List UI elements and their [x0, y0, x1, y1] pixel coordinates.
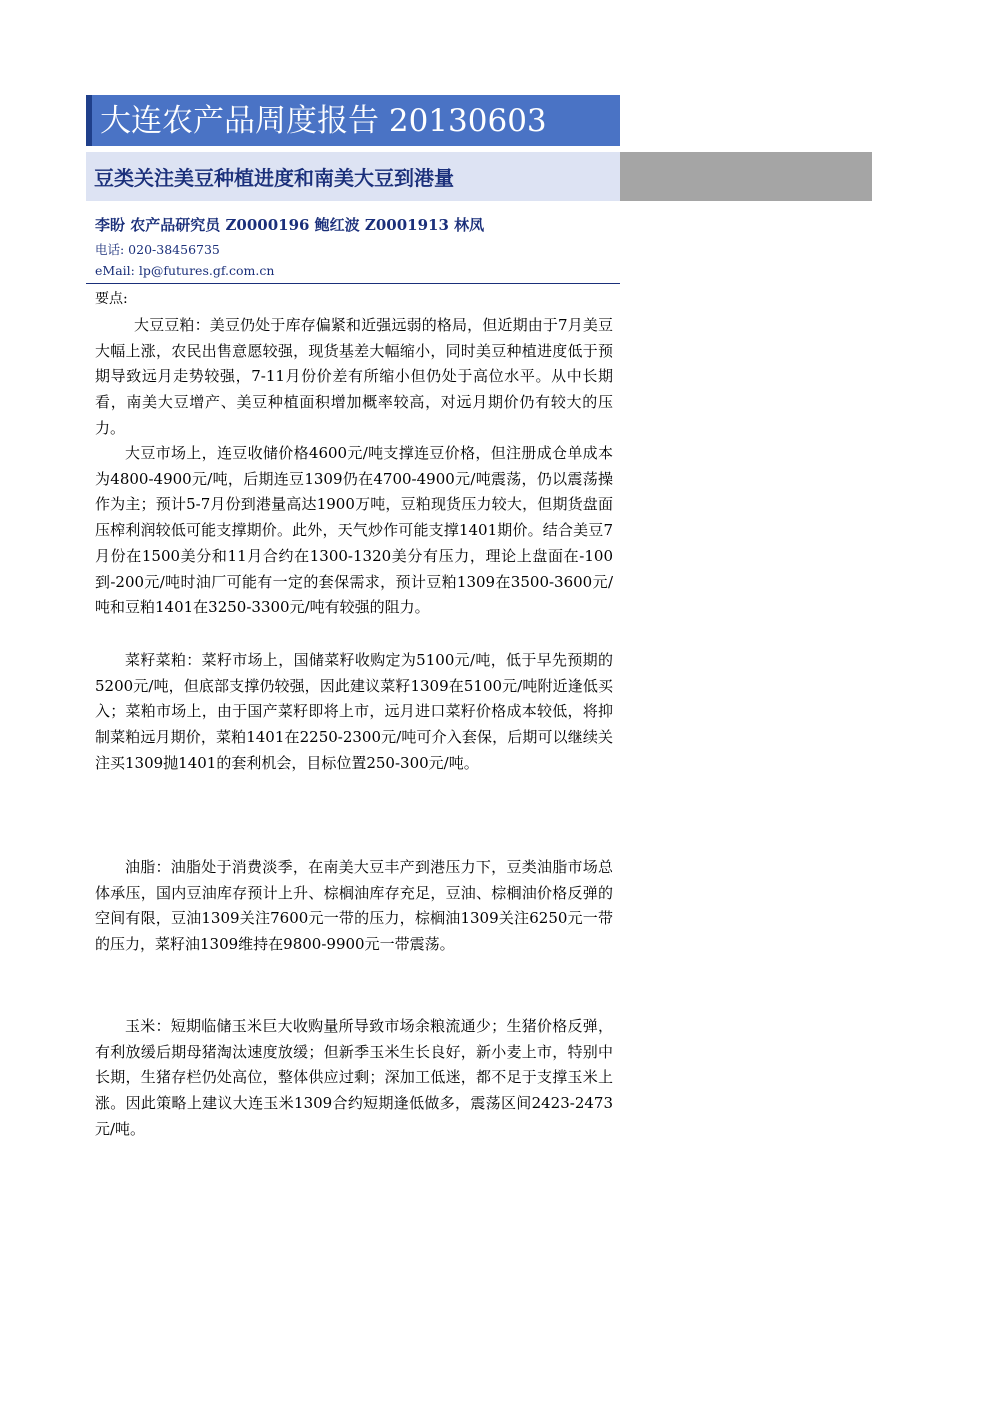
- email-line: eMail: lp@futures.gf.com.cn: [95, 263, 275, 278]
- paragraph-oils: 油脂：油脂处于消费淡季，在南美大豆丰产到港压力下，豆类油脂市场总体承压，国内豆油库存预计上升、棕榈油库存充足，豆油、棕榈油价格反弹的空间有限，豆油1309关注7600元一带的压力，棕榈油1309关注6250元一带的压力，菜籽油1309维持在9800-9900元一带震荡。: [95, 858, 613, 954]
- report-subtitle: 豆类关注美豆种植进度和南美大豆到港量: [94, 166, 454, 190]
- paragraph-soybean-meal: 大豆豆粕：美豆仍处于库存偏紧和近强远弱的格局，但近期由于7月美豆大幅上涨，农民出售意愿较强，现货基差大幅缩小，同时美豆种植进度低于预期导致远月走势较强，7-11月份价差有所缩小但仍处于高位水平。从中长期看，南美大豆增产、美豆种植面积增加概率较高，对远月期价仍有较大的压力。: [95, 316, 613, 437]
- paragraph-soybean-market: 大豆市场上，连豆收储价格4600元/吨支撑连豆价格，但注册成仓单成本为4800-4900元/吨，后期连豆1309仍在4700-4900元/吨震荡，仍以震荡操作为主；预计5-7月份到港量高达1900万吨，豆粕现货压力较大，但期货盘面压榨利润较低可能支撑期价。此外，天气炒作可能支撑1401期价。结合美豆7月份在1500美分和11月合约在1300-1320美分有压力，理论上盘面在-100到-200元/吨时油厂可能有一定的套保需求，预计豆粕1309在3500-3600元/吨和豆粕1401在3250-3300元/吨有较强的阻力。: [95, 444, 613, 617]
- paragraph-rapeseed: 菜籽菜粕：菜籽市场上，国储菜籽收购定为5100元/吨，低于早先预期的5200元/吨，但底部支撑仍较强，因此建议菜籽1309在5100元/吨附近逢低买入；菜粕市场上，由于国产菜籽即将上市，远月进口菜籽价格成本较低，将抑制菜粕远月期价，菜粕1401在2250-2300元/吨可介入套保，后期可以继续关注买1309抛1401的套利机会，目标位置250-300元/吨。: [95, 651, 613, 772]
- decorative-gray-block: [620, 152, 872, 201]
- author-line: 李盼 农产品研究员 Z0000196 鲍红波 Z0001913 林凤: [95, 216, 485, 234]
- report-title: 大连农产品周度报告 20130603: [100, 103, 547, 139]
- paragraph-corn: 玉米：短期临储玉米巨大收购量所导致市场余粮流通少；生猪价格反弹，有利放缓后期母猪淘汰速度放缓；但新季玉米生长良好，新小麦上市，特别中长期，生猪存栏仍处高位，整体供应过剩；深加工低迷，都不足于支撑玉米上涨。因此策略上建议大连玉米1309合约短期逢低做多，震荡区间2423-2473元/吨。: [95, 1017, 613, 1138]
- header-divider: [86, 283, 620, 284]
- keypoints-label: 要点:: [95, 291, 128, 307]
- phone-line: 电话: 020-38456735: [95, 242, 220, 257]
- report-title-bar: [86, 95, 620, 146]
- report-subtitle-bar: [86, 152, 620, 201]
